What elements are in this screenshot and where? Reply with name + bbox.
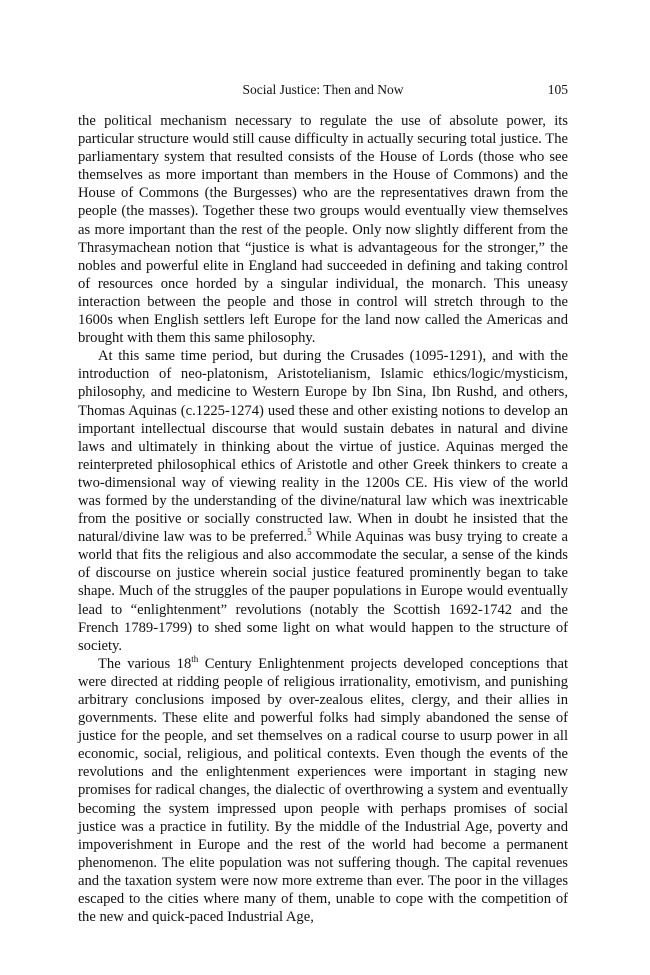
paragraph-1	[78, 112, 568, 347]
body-text	[78, 112, 568, 926]
paragraph-1-text: the political mechanism necessary to regulate the use of absolute power, its particular structure would still cause difficulty in actually securing total justice. The parliamentary system that resulted consists of the House of Lords (those who see themselves as more important than members in the House of Commons) and the House of Commons (the Burgesses) who are the representatives drawn from the people (the masses). Together these two groups would eventually view themselves as more important than the rest of the people. Only now slightly different from the Thrasymachean notion that “justice is what is advantageous for the stronger,” the nobles and powerful elite in England had succeeded in defining and taking control of resources once horded by a singular individual, the monarch. This uneasy interaction between the people and those in control will stretch through to the 1600s when English settlers left Europe for the land now called the Americas and brought with them this same philosophy.	[78, 113, 568, 347]
ordinal-suffix: th	[191, 653, 199, 664]
paragraph-3-text-b: Century Enlightenment projects developed conceptions that were directed at ridding people of religious irrationality, emotivism, and punishing arbitrary conclusions imposed by over-zealous elites, clergy, and their allies in governments. These elite and powerful folks had simply abandoned the sense of justice for the people, and set themselves on a radical course to usurp power in all economic, social, religious, and political contexts. Even though the events of the revolutions and the enlightenment experiences were important in staging new promises for radical changes, the dialectic of overthrowing a system and eventually becoming the system impressed upon people with perhaps promises of social justice was a practice in futility. By the middle of the Industrial Age, poverty and impoverishment in Europe and the rest of the world had become a permanent phenomenon. The elite population was not suffering though. The capital revenues and the taxation system were now more extreme than ever. The poor in the villages escaped to the cities where many of them, unable to cope with the competition of the new and quick-paced Industrial Age,	[78, 655, 569, 926]
paragraph-3-text-a: The various 18	[98, 655, 192, 672]
paragraph-2	[78, 347, 568, 655]
running-title: Social Justice: Then and Now	[242, 82, 404, 97]
paragraph-2-text-a: At this same time period, but during the Crusades (1095-1291), and with the introduction of neo-platonism, Aristotelianism, Islamic ethics/logic/mysticism, philosophy, and medicine to Western Europe by Ibn Sina, Ibn Rushd, and others, Thomas Aquinas (c.1225-1274) used these and other existing notions to develop an important intellectual discourse that would sustain debates in natural and divine laws and ultimately in thinking about the virtue of justice. Aquinas merged the reinterpreted philosophical ethics of Aristotle and other Greek thinkers to create a two-dimensional way of viewing reality in the 1200s CE. His view of the world was formed by the understanding of the divine/natural law which was inextricable from the positive or socially constructed law. When in doubt he insisted that the natural/divine law was to be preferred.	[78, 348, 568, 546]
running-header	[78, 80, 568, 100]
footnote-marker: 5	[307, 527, 312, 538]
paragraph-2-text-b: While Aquinas was busy trying to create a world that fits the religious and also accommodate the secular, a sense of the kinds of discourse on justice wherein social justice featured prominently began to take shape. Much of the struggles of the pauper populations in Europe would eventually lead to “enlightenment” revolutions (notably the Scottish 1692-1742 and the French 1789-1799) to shed some light on what would happen to the structure of society.	[78, 529, 568, 654]
paragraph-3	[78, 655, 568, 926]
page-number: 105	[547, 82, 568, 97]
